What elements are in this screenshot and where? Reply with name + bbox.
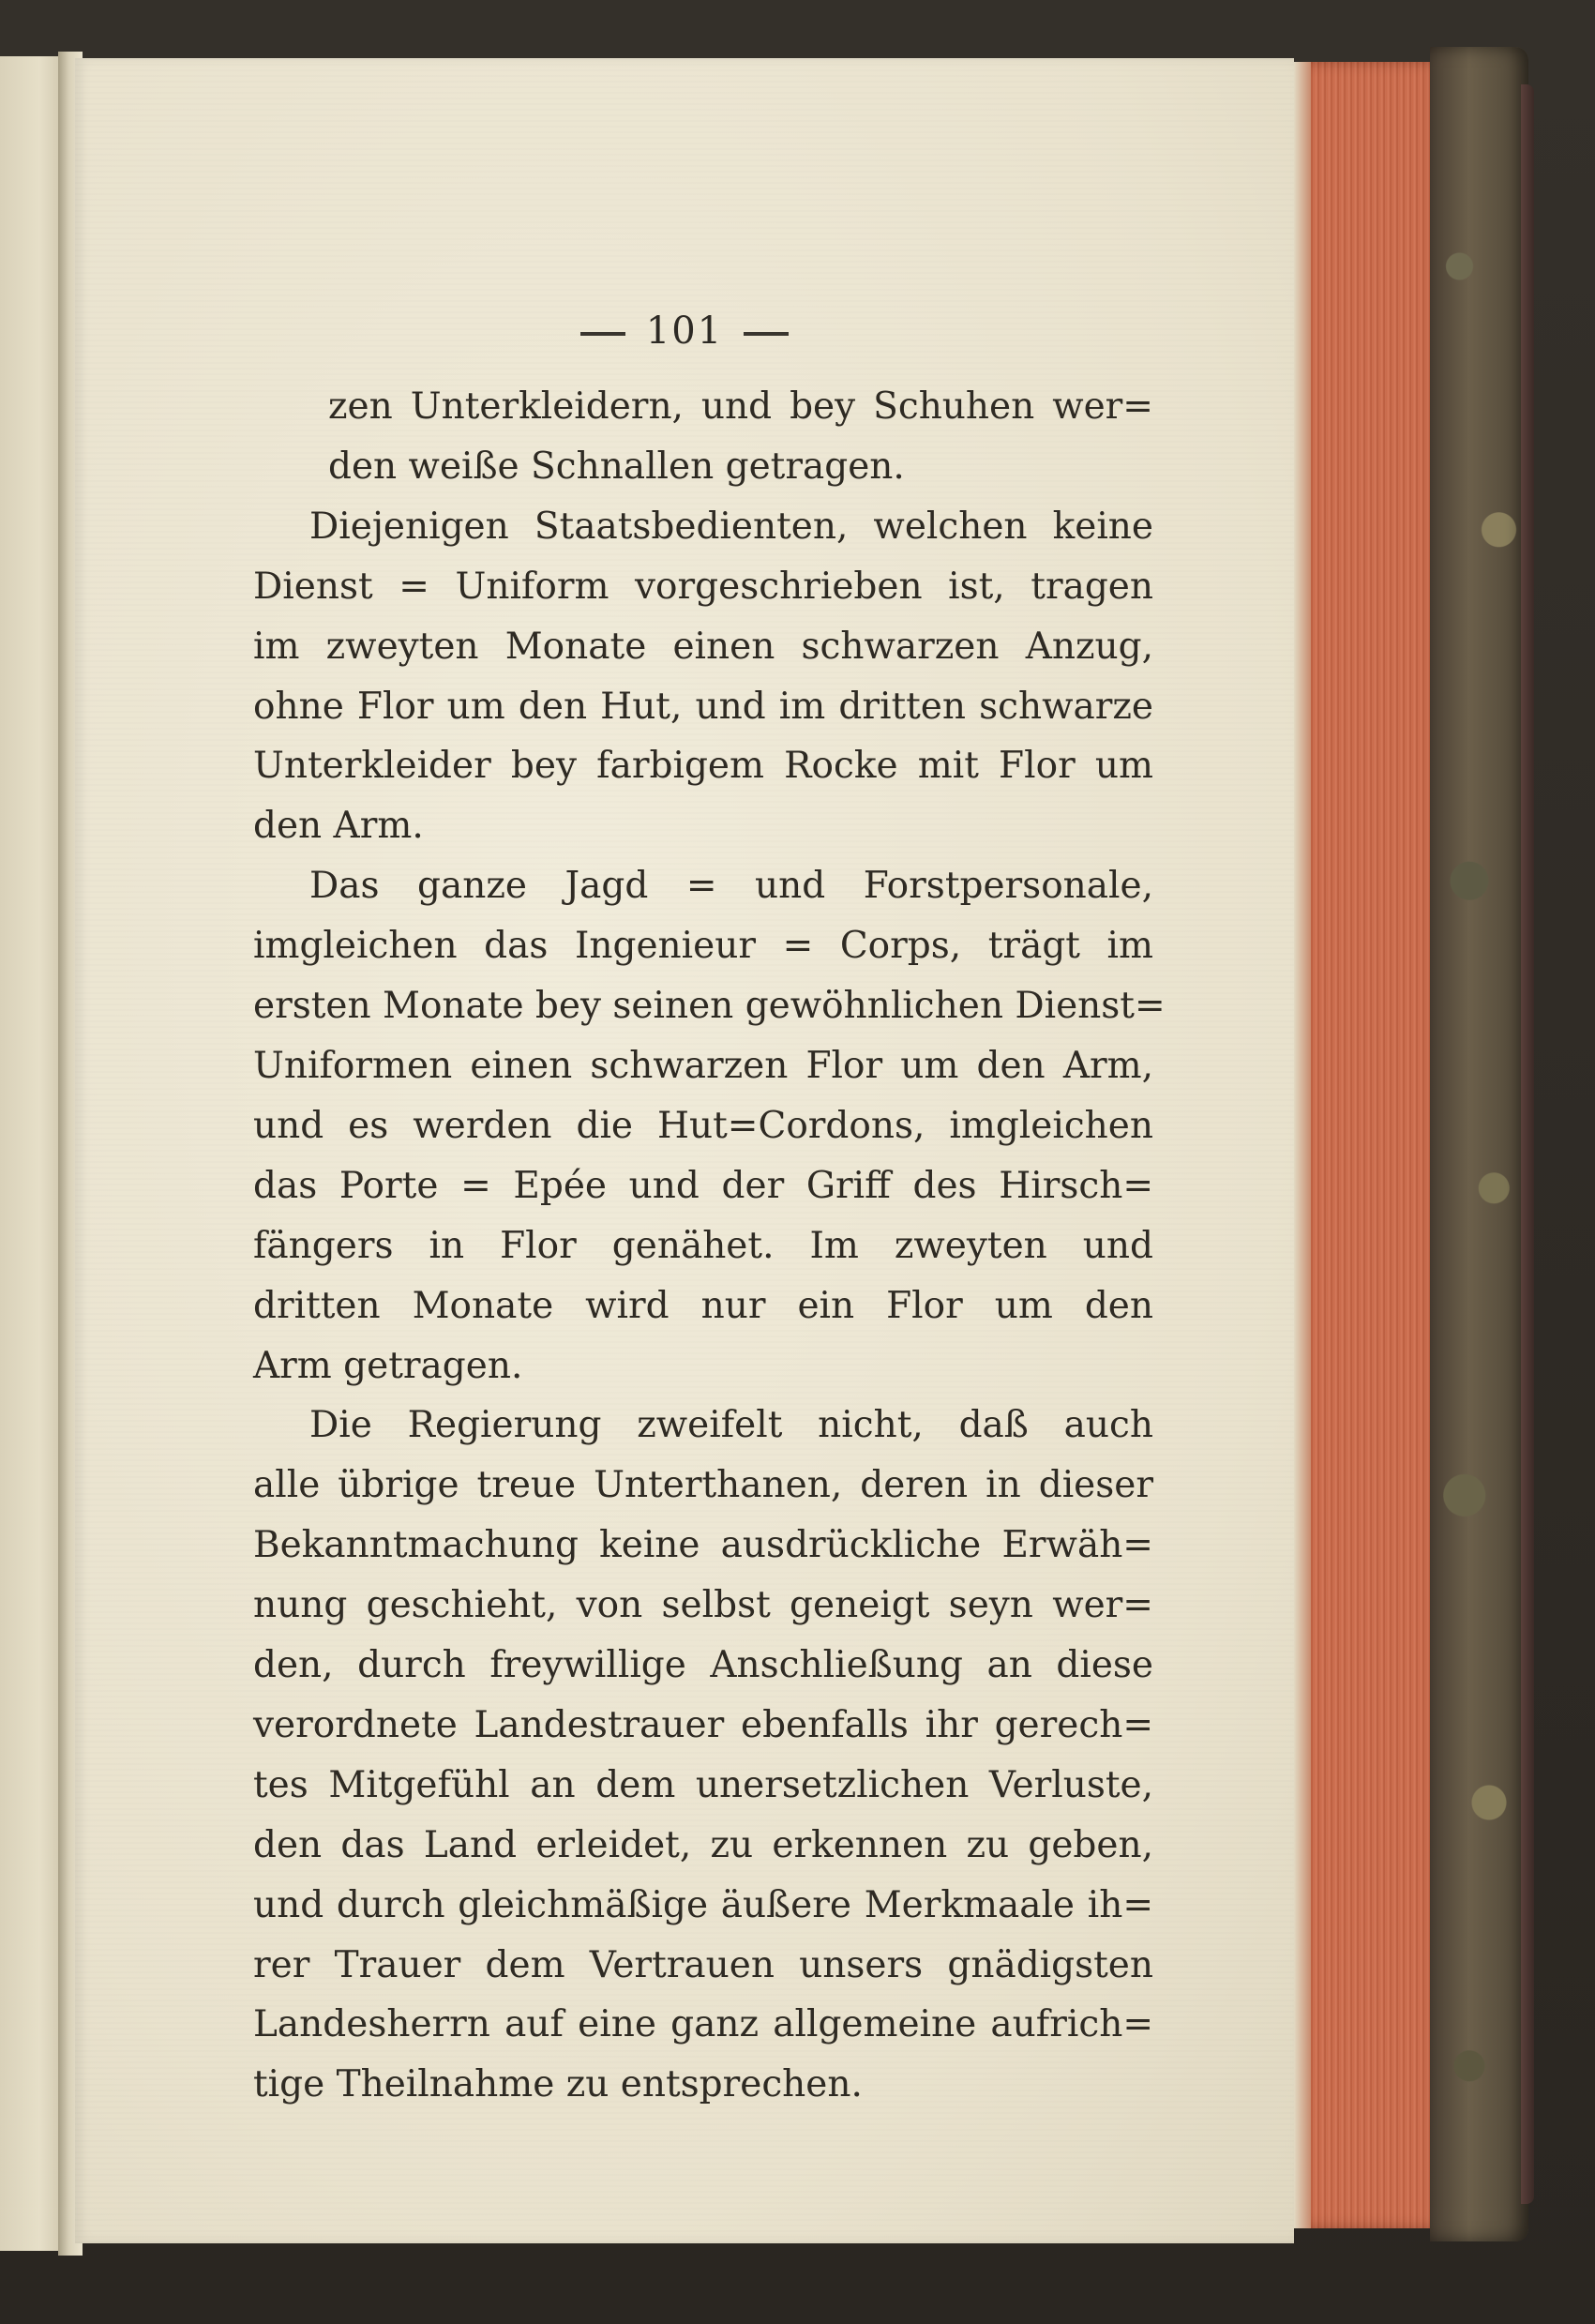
text-line: den das Land erleidet, zu erkennen zu geben, xyxy=(253,1823,1153,1866)
text-line: tige Theilnahme zu entsprechen. xyxy=(253,2063,863,2106)
text-line: Bekanntmachung keine ausdrückliche Erwäh= xyxy=(253,1524,1153,1567)
page-edges xyxy=(1294,62,1435,2228)
text-line: und durch gleichmäßige äußere Merkmaale ih= xyxy=(253,1883,1153,1926)
page-header xyxy=(75,309,1294,353)
text-line: Uniformen einen schwarzen Flor um den Arm, xyxy=(253,1044,1153,1087)
text-line: den, durch freywillige Anschließung an diese xyxy=(253,1644,1153,1687)
marbled-cover xyxy=(1430,47,1528,2241)
text-line: ersten Monate bey seinen gewöhnlichen Dienst= xyxy=(253,985,1166,1028)
header-dash-right xyxy=(744,332,789,336)
text-line: Diejenigen Staatsbedienten, welchen keine xyxy=(309,505,1153,548)
text-line: im zweyten Monate einen schwarzen Anzug, xyxy=(253,625,1153,668)
text-line: Landesherrn auf eine ganz allgemeine aufrich= xyxy=(253,2003,1153,2046)
text-line: verordnete Landestrauer ebenfalls ihr gerech= xyxy=(253,1703,1153,1746)
text-line: rer Trauer dem Vertrauen unsers gnädigsten xyxy=(253,1943,1153,1986)
text-line: und es werden die Hut=Cordons, imgleichen xyxy=(253,1104,1153,1147)
text-line: Das ganze Jagd = und Forstpersonale, xyxy=(309,865,1153,908)
text-line: imgleichen das Ingenieur = Corps, trägt im xyxy=(253,925,1153,968)
page-number: 101 xyxy=(645,309,724,353)
header-dash-left xyxy=(580,332,625,336)
text-line: zen Unterkleidern, und bey Schuhen wer= xyxy=(328,385,1153,428)
text-line: das Porte = Epée und der Griff des Hirsch= xyxy=(253,1164,1153,1207)
book-page xyxy=(75,58,1294,2243)
text-line: den Arm. xyxy=(253,805,424,848)
text-line: Die Regierung zweifelt nicht, daß auch xyxy=(309,1404,1153,1447)
text-line: alle übrige treue Unterthanen, deren in dieser xyxy=(253,1464,1153,1507)
text-line: Unterkleider bey farbigem Rocke mit Flor um xyxy=(253,745,1153,788)
text-line: tes Mitgefühl an dem unersetzlichen Verluste, xyxy=(253,1763,1153,1806)
text-line: nung geschieht, von selbst geneigt seyn wer= xyxy=(253,1584,1153,1627)
text-line: Arm getragen. xyxy=(253,1344,523,1387)
text-line: fängers in Flor genähet. Im zweyten und xyxy=(253,1224,1153,1267)
page-body xyxy=(253,377,1166,2115)
text-line: dritten Monate wird nur ein Flor um den xyxy=(253,1284,1153,1327)
text-line: Dienst = Uniform vorgeschrieben ist, tragen xyxy=(253,565,1153,608)
text-line: den weiße Schnallen getragen. xyxy=(328,445,905,488)
text-line: ohne Flor um den Hut, und im dritten schwarze xyxy=(253,685,1153,728)
